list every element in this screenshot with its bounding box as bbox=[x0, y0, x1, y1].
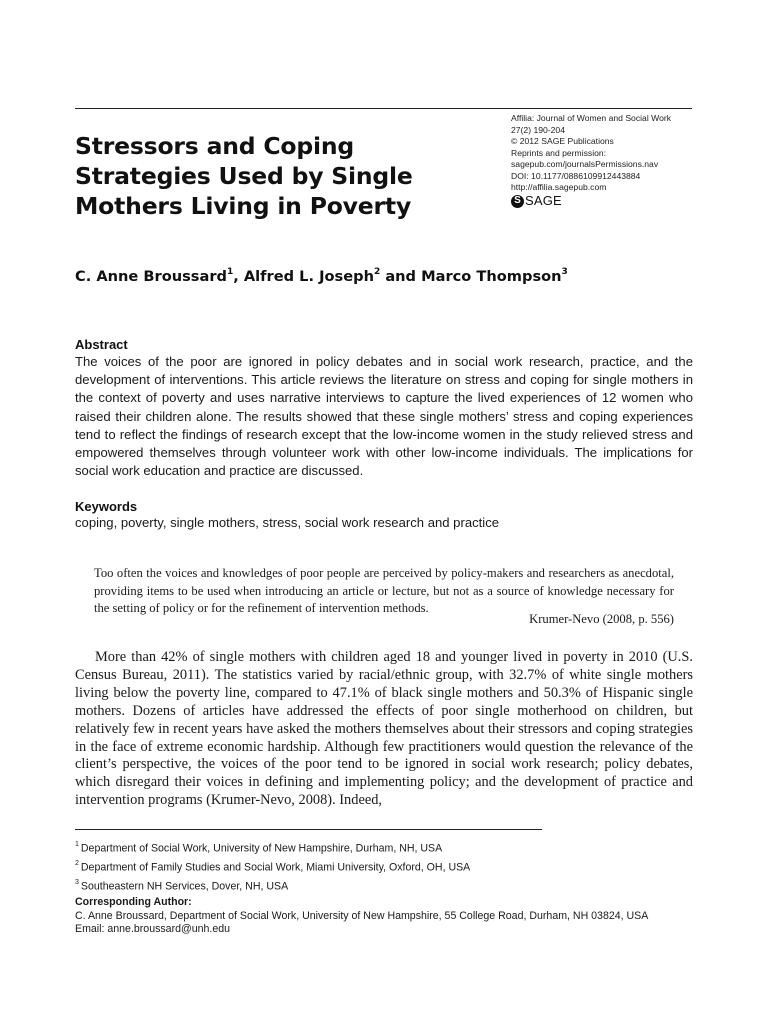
corresponding-address: C. Anne Broussard, Department of Social Work, University of New Hampshire, 55 College Road, Durham, NH 03824, USA bbox=[75, 909, 649, 922]
footnote-number: 3 bbox=[75, 879, 79, 887]
author-affiliation-mark: 3 bbox=[561, 267, 568, 278]
footnote-text: Southeastern NH Services, Dover, NH, USA bbox=[80, 880, 289, 893]
reprints-url[interactable]: sagepub.com/journalsPermissions.nav bbox=[511, 159, 659, 169]
corresponding-heading: Corresponding Author: bbox=[75, 896, 192, 908]
journal-url[interactable]: http://affilia.sagepub.com bbox=[511, 182, 607, 192]
footnotes bbox=[75, 838, 470, 895]
corresponding-email[interactable]: Email: anne.broussard@unh.edu bbox=[75, 923, 231, 935]
sage-logo bbox=[511, 195, 696, 208]
footnote bbox=[75, 876, 470, 895]
epigraph-citation: Krumer-Nevo (2008, p. 556) bbox=[529, 612, 674, 626]
author-separator: and bbox=[380, 268, 422, 285]
author-affiliation-mark: 2 bbox=[373, 267, 381, 278]
body-paragraph: More than 42% of single mothers with children aged 18 and younger lived in poverty in 2010 (U.S. Census Bureau, 2011). The statistics varied by racial/ethnic group, with 32.7% of white single mothers living below the poverty line, compared to 47.1% of black single mothers and 50.3% of Hispanic single mothers. Dozens of articles have addressed the effects of poor single motherhood on children, but relatively few in recent years have asked the mothers themselves about their stressors and coping strategies in the face of extreme economic hardship. Although few practitioners would question the relevance of the client’s perspective, the voices of the poor tend to be ignored in social work research; policy debates, which disregard their voices in defining and implementing policy; and the development of practice and intervention programs (Krumer-Nevo, 2008). Indeed, bbox=[75, 649, 693, 809]
abstract-heading: Abstract bbox=[75, 337, 128, 352]
journal-volume: 27(2) 190-204 bbox=[511, 124, 565, 135]
footnote-text: Department of Family Studies and Social Work, Miami University, Oxford, OH, USA bbox=[80, 861, 471, 874]
footnote-number: 1 bbox=[75, 841, 79, 848]
journal-copyright: © 2012 SAGE Publications bbox=[511, 136, 614, 146]
abstract-text: The voices of the poor are ignored in policy debates and in social work research, practice, and the development of interventions. This article reviews the literature on stress and coping for single mothers in the context of poverty and uses narrative interviews to capture the lived experiences of 12 women who raised their children alone. The results showed that these single mothers’ stress and coping experiences tend to reflect the findings of research except that the low-income women in the study relieved stress and empowered themselves through volunteer work with other low-income individuals. The implications for social work education and practice are discussed. bbox=[75, 354, 693, 479]
title-line: Mothers Living in Poverty bbox=[75, 192, 412, 220]
author-list bbox=[75, 268, 568, 285]
footnote-number: 2 bbox=[75, 860, 79, 868]
keywords-text: coping, poverty, single mothers, stress, social work research and practice bbox=[75, 515, 500, 530]
sage-logo-text: SAGE bbox=[525, 193, 562, 209]
author-name: C. Anne Broussard bbox=[75, 268, 227, 285]
article-title bbox=[75, 131, 495, 221]
epigraph-quote: Too often the voices and knowledges of poor people are perceived by policy-makers and researchers as anecdotal, providing items to be used when introducing an article or lecture, but not as a source of knowledge necessary for the setting of policy or for the refinement of intervention methods. bbox=[94, 566, 674, 615]
author-affiliation-mark: 1 bbox=[227, 267, 234, 278]
footnote bbox=[75, 857, 470, 876]
title-line: Strategies Used by Single bbox=[75, 162, 413, 190]
author-separator: , bbox=[233, 268, 244, 285]
journal-name: Affilia: Journal of Women and Social Work bbox=[511, 113, 672, 123]
author-name: Alfred L. Joseph bbox=[243, 268, 374, 285]
reprints-label: Reprints and permission: bbox=[511, 147, 607, 158]
journal-info bbox=[511, 113, 696, 208]
footnote-text: Department of Social Work, University of New Hampshire, Durham, NH, USA bbox=[80, 842, 443, 855]
sage-s-icon: S bbox=[511, 195, 524, 208]
author-name: Marco Thompson bbox=[421, 268, 562, 285]
footnote bbox=[75, 838, 470, 857]
footnote-rule bbox=[75, 829, 542, 830]
header-rule bbox=[75, 108, 692, 109]
corresponding-author bbox=[75, 896, 648, 937]
keywords-heading: Keywords bbox=[75, 499, 138, 514]
title-line: Stressors and Coping bbox=[75, 132, 354, 160]
journal-doi[interactable]: DOI: 10.1177/0886109912443884 bbox=[511, 170, 641, 181]
